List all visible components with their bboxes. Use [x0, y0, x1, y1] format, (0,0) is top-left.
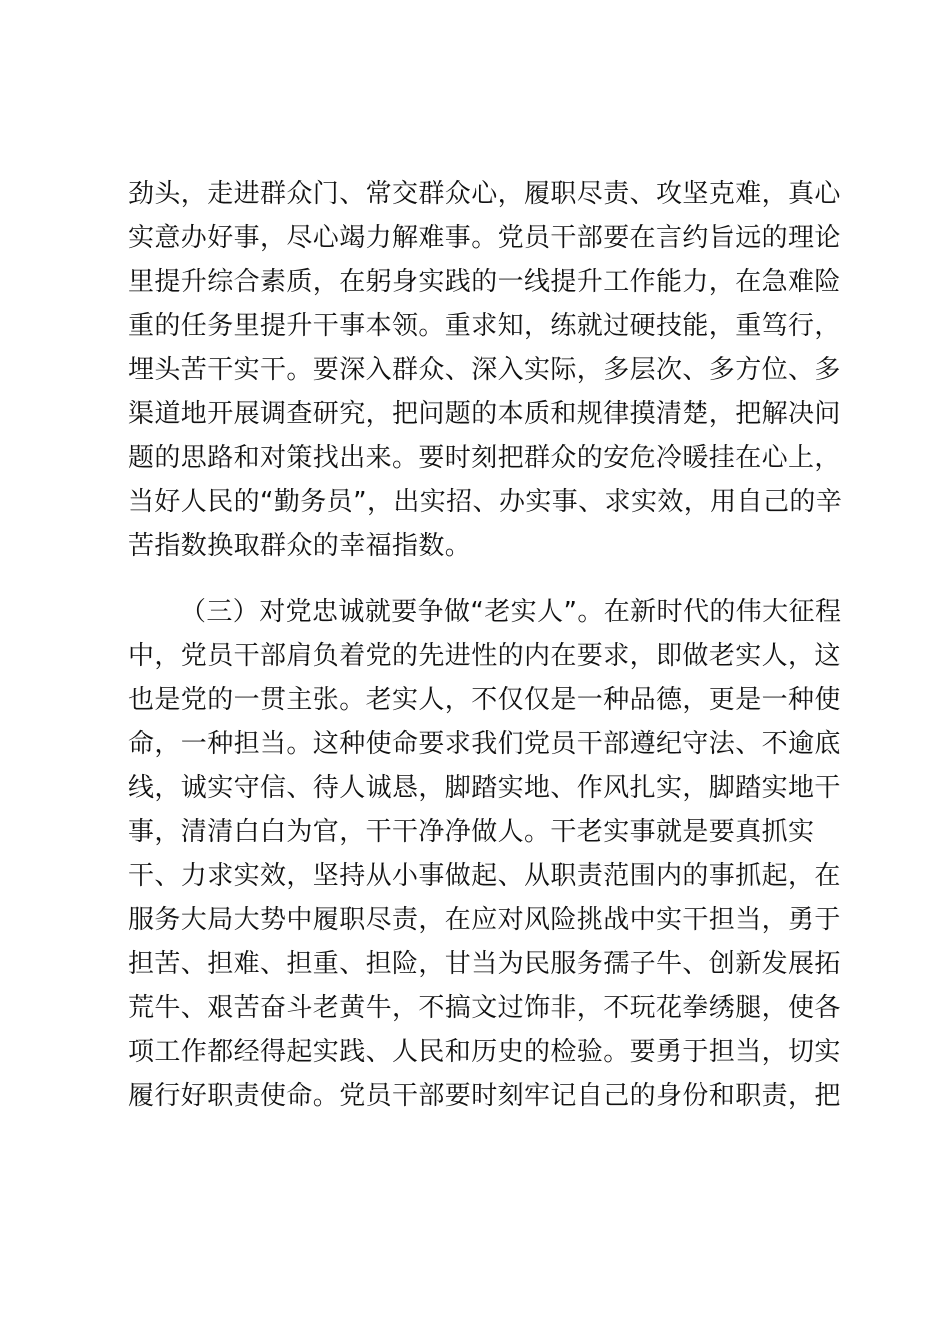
paragraph-line: 命，一种担当。这种使命要求我们党员干部遵纪守法、不逾底 — [128, 729, 841, 759]
paragraph-line: 实意办好事，尽心竭力解难事。党员干部要在言约旨远的理论 — [128, 223, 841, 253]
paragraph-line: 荒牛、艰苦奋斗老黄牛，不搞文过饰非，不玩花拳绣腿，使各 — [128, 993, 841, 1023]
paragraph-line: 题的思路和对策找出来。要时刻把群众的安危冷暖挂在心上， — [128, 443, 841, 473]
paragraph-line: 劲头，走进群众门、常交群众心，履职尽责、攻坚克难，真心 — [128, 179, 841, 209]
paragraph-line: 履行好职责使命。党员干部要时刻牢记自己的身份和职责，把 — [128, 1081, 841, 1111]
paragraph-line: 苦指数换取群众的幸福指数。 — [128, 531, 472, 561]
paragraph-line: 当好人民的“勤务员”，出实招、办实事、求实效，用自己的辛 — [128, 487, 843, 517]
paragraph-line: 担苦、担难、担重、担险，甘当为民服务孺子牛、创新发展拓 — [128, 949, 841, 979]
paragraph-line: 干、力求实效，坚持从小事做起、从职责范围内的事抓起，在 — [128, 861, 841, 891]
paragraph-line: 事，清清白白为官，干干净净做人。干老实事就是要真抓实 — [128, 817, 815, 847]
paragraph-line: 中，党员干部肩负着党的先进性的内在要求，即做老实人，这 — [128, 641, 841, 671]
section-heading-line: （三）对党忠诚就要争做“老实人”。在新时代的伟大征程 — [180, 597, 842, 627]
paragraph-line: 线，诚实守信、待人诚恳，脚踏实地、作风扎实，脚踏实地干 — [128, 773, 841, 803]
paragraph-line: 里提升综合素质，在躬身实践的一线提升工作能力，在急难险 — [128, 267, 841, 297]
paragraph-line: 埋头苦干实干。要深入群众、深入实际，多层次、多方位、多 — [128, 355, 841, 385]
paragraph-line: 服务大局大势中履职尽责，在应对风险挑战中实干担当，勇于 — [128, 905, 841, 935]
paragraph-line: 项工作都经得起实践、人民和历史的检验。要勇于担当，切实 — [128, 1037, 841, 1067]
paragraph-line: 重的任务里提升干事本领。重求知，练就过硬技能，重笃行， — [128, 311, 841, 341]
paragraph-line: 也是党的一贯主张。老实人，不仅仅是一种品德，更是一种使 — [128, 685, 841, 715]
paragraph-line: 渠道地开展调查研究，把问题的本质和规律摸清楚，把解决问 — [128, 399, 841, 429]
